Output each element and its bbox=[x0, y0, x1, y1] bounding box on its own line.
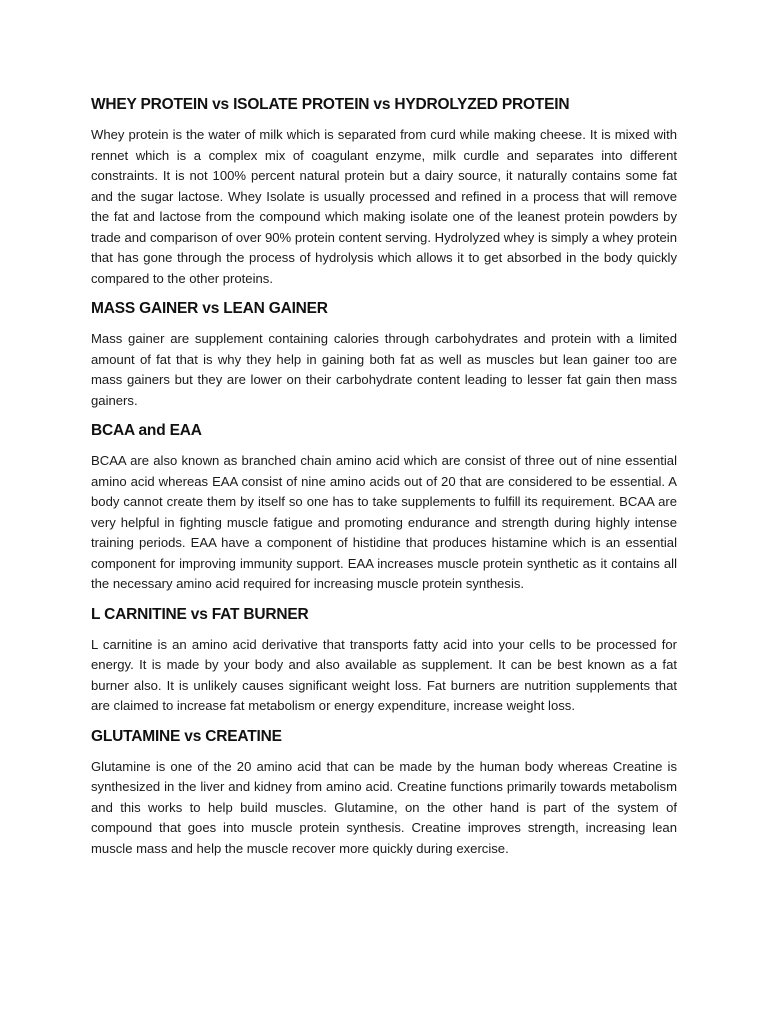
section-paragraph: BCAA are also known as branched chain amino acid which are consist of three out of nine essential amino acid whereas EAA consist of nine amino acids out of 20 that are considered to be essential. A body cannot create them by itself so one has to take supplements to fulfill its requirement. BCAA are very helpful in fighting muscle fatigue and promoting endurance and strength during highly intense training periods. EAA have a component of histidine that produces histamine which is an essential component for improving immunity support. EAA increases muscle protein synthetic as it contains all the necessary amino acid required for increasing muscle protein synthesis. bbox=[91, 453, 677, 591]
document-page bbox=[91, 95, 677, 869]
section-mass-gainer bbox=[91, 299, 677, 411]
section-whey-protein bbox=[91, 95, 677, 289]
section-glutamine-creatine bbox=[91, 727, 677, 860]
section-heading: BCAA and EAA bbox=[91, 422, 202, 439]
section-l-carnitine bbox=[91, 605, 677, 717]
section-paragraph: Mass gainer are supplement containing calories through carbohydrates and protein with a limited amount of fat that is why they help in gaining both fat as well as muscles but lean gainer too are mass gainers but they are lower on their carbohydrate content leading to lesser fat gain then mass gainers. bbox=[91, 331, 677, 408]
section-bcaa-eaa bbox=[91, 421, 677, 595]
section-heading: MASS GAINER vs LEAN GAINER bbox=[91, 300, 328, 317]
section-paragraph: L carnitine is an amino acid derivative that transports fatty acid into your cells to be processed for energy. It is made by your body and also available as supplement. It can be best known as a fat burner also. It is unlikely causes significant weight loss. Fat burners are nutrition supplements that are claimed to increase fat metabolism or energy expenditure, increase weight loss. bbox=[91, 636, 677, 713]
section-paragraph: Glutamine is one of the 20 amino acid that can be made by the human body whereas Creatine is synthesized in the liver and kidney from amino acid. Creatine functions primarily towards metabolism and this works to help build muscles. Glutamine, on the other hand is part of the system of compound that goes into muscle protein synthesis. Creatine improves strength, increasing lean muscle mass and help the muscle recover more quickly during exercise. bbox=[91, 758, 677, 856]
section-heading: L CARNITINE vs FAT BURNER bbox=[91, 605, 309, 623]
section-heading: GLUTAMINE vs CREATINE bbox=[91, 727, 282, 745]
section-paragraph: Whey protein is the water of milk which is separated from curd while making cheese. It is mixed with rennet which is a complex mix of coagulant enzyme, milk curdle and separates into different constraints. It is not 100% percent natural protein but a dairy source, it naturally contains some fat and the sugar lactose. Whey Isolate is usually processed and refined in a process that will remove the fat and lactose from the compound which making isolate one of the leanest protein powders by trade and comparison of over 90% protein content serving. Hydrolyzed whey is simply a whey protein that has gone through the process of hydrolysis which allows it to get absorbed in the body quickly compared to the other proteins. bbox=[91, 127, 677, 286]
section-heading: WHEY PROTEIN vs ISOLATE PROTEIN vs HYDROLYZED PROTEIN bbox=[91, 96, 570, 113]
